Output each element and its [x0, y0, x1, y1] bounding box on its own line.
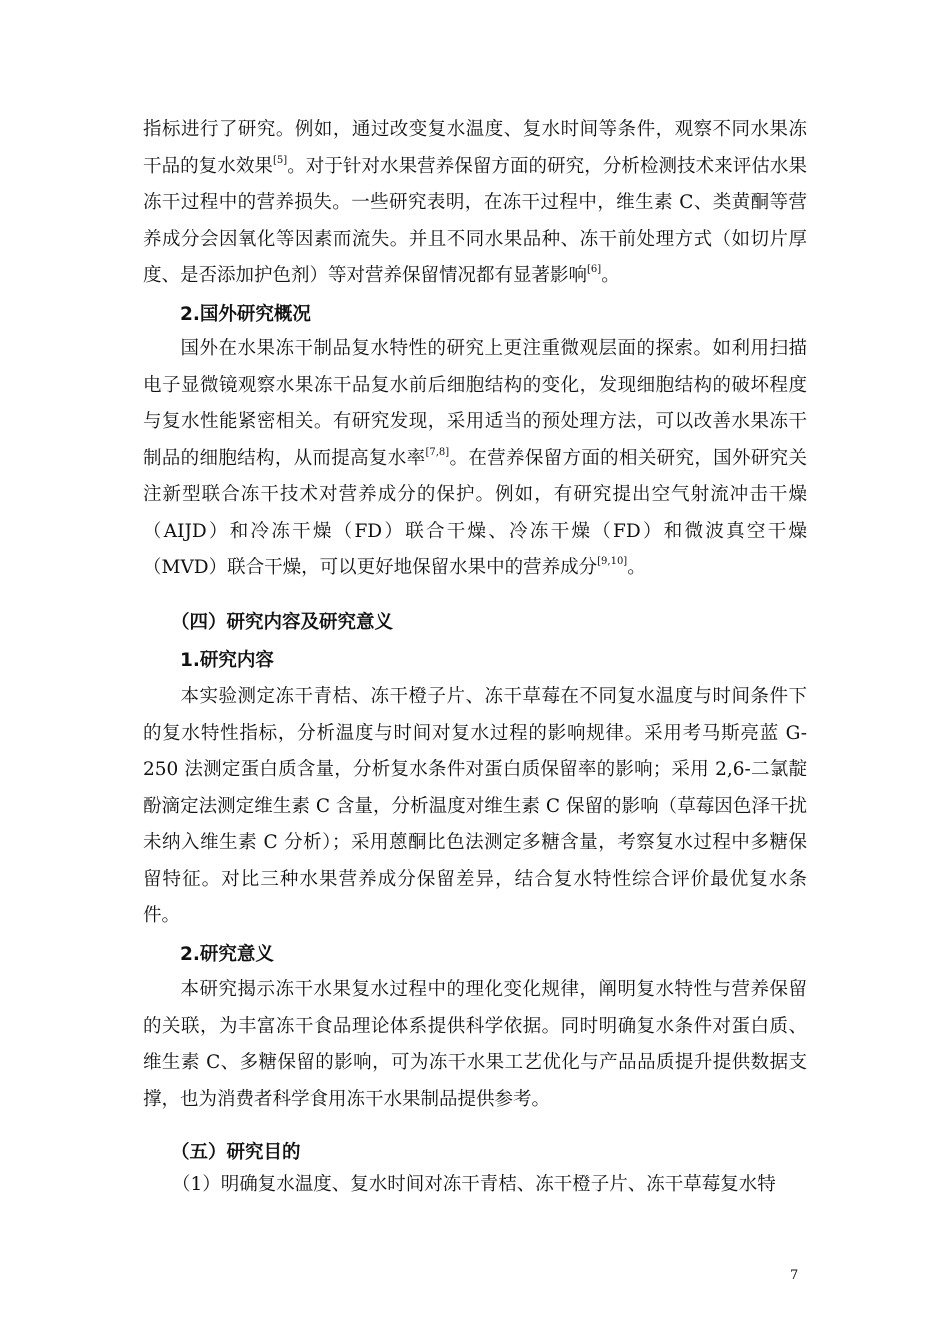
heading-research-significance: 2.研究意义: [180, 944, 274, 965]
citation: [5]: [272, 154, 288, 166]
heading-section-five: （五）研究目的: [171, 1142, 301, 1163]
paragraph-text: 。: [601, 265, 620, 286]
citation: [6]: [587, 264, 602, 275]
paragraph-domestic-research: [143, 112, 807, 295]
paragraph-research-content: [143, 679, 807, 935]
paragraph-text: 指标进行了研究。例如，通过改变复水温度、复水时间等条件，观察不同水果冻干品的复水效果: [143, 119, 807, 177]
heading-foreign-overview: 2.国外研究概况: [180, 304, 311, 325]
paragraph-text: 国外在水果冻干制品复水特性的研究上更注重微观层面的探索。如利用扫描电子显微镜观察水果冻干品复水前后细胞结构的变化，发现细胞结构的破坏程度与复水性能紧密相关。有研究发现，采用适当的预处理方法，可以改善水果冻干制品的细胞结构，从而提高复水率: [143, 338, 807, 469]
heading-section-four: （四）研究内容及研究意义: [171, 612, 394, 633]
paragraph-text: 。在营养保留方面的相关研究，国外研究关注新型联合冻干技术对营养成分的保护。例如，有研究提出空气射流冲击干燥（AIJD）和冷冻干燥（FD）联合干燥、冷冻干燥（FD）和微波真空干燥（MVD）联合干燥，可以更好地保留水果中的营养成分: [143, 447, 807, 578]
paragraph-foreign-research: [143, 331, 807, 587]
paragraph-text: 本实验测定冻干青桔、冻干橙子片、冻干草莓在不同复水温度与时间条件下的复水特性指标，分析温度与时间对复水过程的影响规律。采用考马斯亮蓝 G-250 法测定蛋白质含量，分析复水条件对蛋白质保留率的影响；采用 2,6-二氯靛酚滴定法测定维生素 C 含量，分析温度对维生素 C 保留的影响（草莓因色泽干扰未纳入维生素 C 分析）；采用蒽酮比色法测定多糖含量，考察复水过程中多糖保留特征。对比三种水果营养成分保留差异，结合复水特性综合评价最优复水条件。: [143, 686, 807, 926]
paragraph-research-significance: [143, 972, 807, 1118]
heading-research-content: 1.研究内容: [180, 650, 274, 671]
paragraph-text: 。: [627, 557, 646, 578]
page-number: 7: [790, 1268, 799, 1283]
paragraph-text: 。对于针对水果营养保留方面的研究，分析检测技术来评估水果冻干过程中的营养损失。一些研究表明，在冻干过程中，维生素 C、类黄酮等营养成分会因氧化等因素而流失。并且不同水果品种、冻干前处理方式（如切片厚度、是否添加护色剂）等对营养保留情况都有显著影响: [143, 155, 807, 286]
paragraph-objective-1: （1）明确复水温度、复水时间对冻干青桔、冻干橙子片、冻干草莓复水特: [172, 1174, 776, 1195]
citation: [7,8]: [425, 446, 450, 458]
paragraph-text: 本研究揭示冻干水果复水过程中的理化变化规律，阐明复水特性与营养保留的关联，为丰富冻干食品理论体系提供科学依据。同时明确复水条件对蛋白质、维生素 C、多糖保留的影响，可为冻干水果工艺优化与产品品质提升提供数据支撑，也为消费者科学食用冻干水果制品提供参考。: [143, 979, 807, 1110]
citation: [9,10]: [597, 556, 628, 567]
